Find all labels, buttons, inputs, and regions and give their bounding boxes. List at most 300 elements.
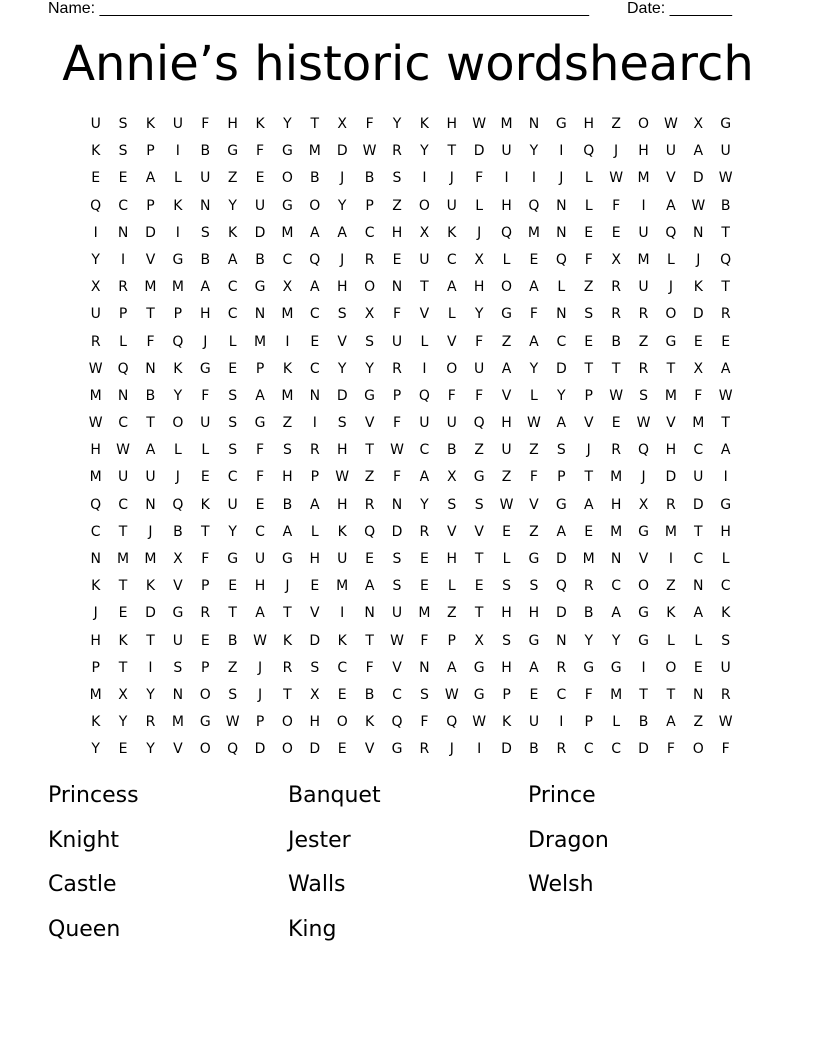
grid-letter: Y bbox=[91, 741, 100, 758]
grid-letter: K bbox=[200, 496, 210, 513]
grid-letter: Q bbox=[227, 741, 239, 758]
grid-letter: K bbox=[118, 632, 128, 649]
grid-letter: U bbox=[172, 116, 183, 132]
grid-letter: C bbox=[118, 415, 128, 432]
grid-letter: F bbox=[475, 170, 484, 187]
grid-letter: F bbox=[201, 387, 210, 404]
grid-letter: V bbox=[145, 251, 156, 268]
grid-letter: G bbox=[254, 415, 266, 432]
grid-letter: C bbox=[392, 686, 402, 703]
grid-letter: P bbox=[310, 469, 320, 486]
grid-letter: M bbox=[308, 143, 321, 160]
grid-letter: Y bbox=[420, 143, 429, 160]
grid-letter: A bbox=[446, 659, 457, 676]
grid-letter: N bbox=[172, 686, 184, 703]
grid-letter: I bbox=[312, 415, 317, 432]
grid-letter: L bbox=[173, 442, 182, 459]
grid-letter: C bbox=[90, 523, 101, 540]
grid-row bbox=[82, 111, 740, 138]
grid-letter: X bbox=[474, 251, 484, 268]
grid-letter: U bbox=[172, 632, 183, 649]
grid-letter: B bbox=[200, 251, 211, 268]
grid-letter: J bbox=[257, 659, 263, 676]
grid-letter: C bbox=[364, 224, 375, 241]
grid-letter: S bbox=[337, 306, 347, 323]
grid-letter: V bbox=[583, 415, 594, 432]
grid-row bbox=[82, 301, 740, 328]
grid-letter: V bbox=[638, 551, 649, 567]
grid-letter: H bbox=[446, 551, 458, 567]
grid-letter: I bbox=[340, 605, 345, 622]
grid-letter: E bbox=[118, 741, 128, 758]
grid-letter: E bbox=[419, 578, 429, 595]
grid-letter: U bbox=[145, 469, 156, 486]
grid-letter: I bbox=[531, 170, 537, 187]
grid-letter: M bbox=[336, 578, 349, 595]
grid-letter: G bbox=[391, 741, 403, 758]
grid-letter: L bbox=[447, 578, 456, 595]
grid-letter: O bbox=[665, 306, 677, 323]
grid-letter: Q bbox=[391, 714, 403, 731]
grid-letter: X bbox=[611, 251, 621, 268]
grid-letter: Y bbox=[146, 741, 155, 758]
grid-letter: Y bbox=[474, 306, 484, 323]
grid-letter: Z bbox=[227, 659, 238, 676]
grid-letter: Q bbox=[90, 197, 102, 214]
grid-letter: H bbox=[309, 714, 321, 731]
grid-letter: A bbox=[666, 714, 676, 731]
grid-letter: L bbox=[666, 632, 675, 649]
grid-letter: K bbox=[91, 578, 101, 595]
grid-letter: B bbox=[282, 496, 293, 513]
grid-letter: P bbox=[146, 143, 155, 160]
grid-letter: K bbox=[447, 224, 457, 241]
grid-letter: O bbox=[336, 714, 348, 731]
grid-letter: U bbox=[638, 279, 649, 296]
grid-letter: L bbox=[310, 523, 319, 540]
grid-letter: O bbox=[446, 360, 458, 377]
grid-letter: L bbox=[447, 306, 456, 323]
grid-letter: Y bbox=[365, 360, 374, 377]
grid-letter: J bbox=[285, 578, 290, 595]
grid-letter: Z bbox=[529, 442, 539, 459]
grid-letter: A bbox=[720, 442, 731, 459]
grid-letter: E bbox=[310, 333, 320, 350]
grid-letter: H bbox=[473, 279, 485, 296]
grid-letter: N bbox=[693, 224, 704, 241]
grid-letter: G bbox=[172, 605, 184, 622]
grid-letter: Z bbox=[227, 170, 238, 187]
grid-letter: H bbox=[501, 605, 512, 622]
grid-letter: K bbox=[91, 714, 101, 731]
grid-letter: W bbox=[472, 714, 487, 731]
grid-letter: U bbox=[501, 143, 512, 160]
grid-letter: R bbox=[200, 605, 211, 622]
grid-letter: H bbox=[309, 551, 321, 567]
grid-letter: W bbox=[663, 116, 678, 132]
grid-letter: Q bbox=[555, 251, 567, 268]
grid-letter: X bbox=[282, 279, 293, 296]
grid-letter: L bbox=[557, 279, 566, 296]
grid-letter: Q bbox=[665, 224, 677, 241]
grid-letter: W bbox=[636, 415, 651, 432]
grid-letter: O bbox=[418, 197, 430, 214]
grid-letter: G bbox=[610, 659, 622, 676]
grid-letter: R bbox=[666, 496, 676, 513]
grid-letter: Y bbox=[337, 197, 347, 214]
grid-letter: R bbox=[419, 741, 430, 758]
grid-letter: L bbox=[201, 442, 210, 459]
grid-letter: H bbox=[227, 116, 238, 132]
grid-letter: D bbox=[336, 387, 348, 404]
grid-letter: V bbox=[501, 387, 512, 404]
grid-letter: A bbox=[364, 578, 375, 595]
grid-letter: B bbox=[310, 170, 320, 187]
grid-letter: Q bbox=[90, 496, 102, 513]
grid-letter: N bbox=[610, 551, 622, 567]
grid-row bbox=[82, 600, 740, 627]
grid-letter: E bbox=[584, 523, 594, 540]
grid-letter: G bbox=[555, 496, 567, 513]
grid-letter: F bbox=[256, 442, 265, 459]
grid-letter: I bbox=[422, 170, 427, 187]
grid-letter: C bbox=[227, 469, 238, 486]
grid-letter: Y bbox=[584, 632, 593, 649]
grid-letter: P bbox=[173, 306, 183, 323]
grid-letter: K bbox=[173, 360, 183, 377]
grid-letter: O bbox=[692, 741, 704, 758]
grid-row bbox=[82, 546, 740, 573]
grid-letter: F bbox=[475, 387, 484, 404]
grid-letter: T bbox=[365, 442, 374, 459]
grid-letter: Y bbox=[529, 143, 539, 160]
grid-letter: K bbox=[501, 714, 512, 731]
grid-letter: U bbox=[720, 659, 731, 676]
grid-letter: H bbox=[90, 442, 101, 459]
grid-letter: O bbox=[199, 686, 211, 703]
grid-letter: N bbox=[419, 659, 430, 676]
grid-letter: T bbox=[200, 523, 210, 540]
grid-letter: V bbox=[337, 333, 347, 350]
grid-letter: M bbox=[171, 714, 184, 731]
grid-letter: R bbox=[583, 578, 594, 595]
grid-letter: T bbox=[228, 605, 237, 622]
grid-letter: F bbox=[146, 333, 155, 350]
grid-letter: X bbox=[693, 116, 704, 132]
grid-letter: A bbox=[693, 143, 704, 160]
grid-letter: O bbox=[199, 741, 211, 758]
grid-letter: B bbox=[583, 605, 594, 622]
grid-letter: S bbox=[228, 686, 238, 703]
name-field[interactable]: Name: _______________________________________________________ bbox=[48, 0, 589, 17]
grid-letter: U bbox=[419, 251, 430, 268]
grid-letter: Y bbox=[337, 360, 347, 377]
grid-letter: R bbox=[611, 306, 621, 323]
grid-letter: P bbox=[255, 714, 265, 731]
grid-letter: S bbox=[118, 116, 128, 132]
grid-letter: R bbox=[309, 442, 320, 459]
grid-letter: G bbox=[227, 143, 239, 160]
grid-letter: Y bbox=[611, 632, 621, 649]
grid-letter: A bbox=[501, 360, 512, 377]
word-list-item: Queen bbox=[48, 916, 121, 942]
grid-letter: Z bbox=[282, 415, 293, 432]
grid-letter: S bbox=[556, 442, 566, 459]
grid-letter: F bbox=[529, 469, 538, 486]
grid-letter: U bbox=[419, 415, 430, 432]
grid-letter: E bbox=[337, 741, 347, 758]
grid-letter: D bbox=[145, 605, 156, 622]
grid-letter: I bbox=[668, 551, 673, 567]
grid-letter: M bbox=[281, 387, 294, 404]
grid-letter: X bbox=[474, 632, 484, 649]
grid-letter: B bbox=[255, 251, 265, 268]
grid-letter: B bbox=[145, 387, 156, 404]
grid-letter: V bbox=[666, 415, 676, 432]
grid-letter: S bbox=[200, 224, 210, 241]
grid-letter: F bbox=[420, 632, 429, 649]
word-list-item: Princess bbox=[48, 783, 139, 808]
letter-grid bbox=[82, 111, 740, 764]
grid-letter: T bbox=[584, 360, 593, 377]
grid-letter: O bbox=[364, 279, 376, 296]
grid-row bbox=[82, 519, 740, 546]
grid-letter: T bbox=[474, 551, 484, 567]
grid-letter: C bbox=[693, 442, 704, 459]
grid-letter: P bbox=[584, 387, 593, 404]
grid-letter: F bbox=[694, 387, 703, 404]
grid-letter: C bbox=[556, 686, 567, 703]
grid-letter: S bbox=[118, 143, 128, 160]
grid-letter: F bbox=[475, 333, 484, 350]
grid-letter: C bbox=[556, 333, 567, 350]
grid-letter: U bbox=[638, 224, 649, 241]
grid-letter: A bbox=[446, 279, 457, 296]
grid-letter: M bbox=[89, 686, 102, 703]
grid-letter: P bbox=[502, 686, 511, 703]
grid-letter: G bbox=[282, 197, 293, 214]
grid-letter: N bbox=[556, 197, 567, 214]
grid-letter: D bbox=[501, 741, 512, 758]
grid-letter: G bbox=[720, 116, 732, 132]
grid-letter: J bbox=[559, 170, 564, 187]
grid-letter: B bbox=[611, 333, 621, 350]
grid-letter: A bbox=[529, 659, 539, 676]
grid-letter: M bbox=[637, 170, 650, 187]
grid-letter: C bbox=[282, 251, 293, 268]
grid-letter: H bbox=[665, 442, 677, 459]
grid-letter: Y bbox=[146, 686, 155, 703]
grid-letter: F bbox=[666, 741, 675, 758]
grid-letter: F bbox=[392, 415, 402, 432]
grid-letter: P bbox=[365, 197, 374, 214]
grid-letter: U bbox=[528, 714, 540, 731]
grid-letter: G bbox=[199, 360, 211, 377]
grid-letter: S bbox=[310, 659, 320, 676]
grid-letter: B bbox=[173, 523, 183, 540]
grid-row bbox=[82, 655, 740, 682]
grid-letter: M bbox=[692, 415, 705, 432]
grid-letter: E bbox=[255, 496, 265, 513]
grid-letter: P bbox=[557, 469, 566, 486]
grid-letter: X bbox=[173, 551, 183, 567]
grid-letter: Q bbox=[117, 360, 129, 377]
grid-letter: H bbox=[720, 523, 731, 540]
grid-letter: W bbox=[253, 632, 267, 649]
grid-letter: M bbox=[664, 387, 677, 404]
grid-letter: O bbox=[281, 714, 293, 731]
grid-letter: U bbox=[337, 551, 348, 567]
grid-letter: J bbox=[586, 442, 591, 459]
grid-letter: D bbox=[254, 741, 266, 758]
grid-letter: V bbox=[310, 605, 320, 622]
grid-letter: N bbox=[364, 605, 375, 622]
date-field[interactable]: Date: _______ bbox=[627, 0, 732, 17]
grid-letter: Z bbox=[693, 714, 704, 731]
grid-letter: C bbox=[227, 306, 238, 323]
grid-letter: G bbox=[528, 551, 540, 567]
grid-letter: E bbox=[693, 333, 703, 350]
grid-letter: I bbox=[285, 333, 290, 350]
grid-letter: B bbox=[200, 143, 211, 160]
grid-letter: N bbox=[556, 306, 567, 323]
grid-letter: B bbox=[638, 714, 649, 731]
grid-letter: I bbox=[175, 224, 180, 241]
grid-letter: Q bbox=[309, 251, 321, 268]
grid-letter: T bbox=[611, 360, 621, 377]
grid-letter: R bbox=[638, 306, 649, 323]
grid-letter: Q bbox=[528, 197, 540, 214]
grid-letter: D bbox=[309, 632, 321, 649]
grid-letter: F bbox=[392, 306, 402, 323]
grid-letter: D bbox=[336, 143, 348, 160]
grid-letter: K bbox=[693, 279, 703, 296]
grid-letter: U bbox=[227, 496, 238, 513]
grid-letter: R bbox=[556, 741, 567, 758]
grid-letter: D bbox=[692, 170, 704, 187]
grid-letter: P bbox=[447, 632, 456, 649]
grid-letter: S bbox=[639, 387, 648, 404]
grid-letter: A bbox=[720, 360, 731, 377]
grid-letter: O bbox=[637, 116, 650, 132]
grid-letter: M bbox=[527, 224, 540, 241]
grid-letter: Z bbox=[501, 469, 512, 486]
grid-letter: S bbox=[502, 578, 511, 595]
grid-row bbox=[82, 573, 740, 600]
grid-letter: R bbox=[90, 333, 101, 350]
grid-letter: Q bbox=[364, 523, 376, 540]
grid-letter: S bbox=[721, 632, 731, 649]
grid-letter: E bbox=[419, 551, 429, 567]
grid-letter: C bbox=[227, 279, 238, 296]
grid-letter: O bbox=[172, 415, 184, 432]
grid-letter: C bbox=[337, 659, 348, 676]
grid-letter: T bbox=[283, 686, 292, 703]
grid-letter: P bbox=[201, 578, 210, 595]
grid-letter: U bbox=[391, 605, 403, 622]
grid-letter: S bbox=[228, 415, 238, 432]
grid-letter: F bbox=[201, 116, 210, 132]
grid-letter: E bbox=[611, 415, 621, 432]
grid-letter: A bbox=[282, 523, 293, 540]
grid-letter: V bbox=[392, 659, 402, 676]
grid-letter: A bbox=[583, 496, 594, 513]
grid-letter: R bbox=[720, 306, 731, 323]
grid-letter: M bbox=[418, 605, 431, 622]
grid-letter: E bbox=[255, 170, 265, 187]
grid-letter: F bbox=[420, 714, 429, 731]
grid-letter: Y bbox=[228, 523, 237, 540]
grid-letter: T bbox=[694, 523, 703, 540]
grid-letter: O bbox=[665, 659, 677, 676]
page-title: Annie’s historic wordshearch bbox=[62, 36, 754, 92]
grid-letter: A bbox=[556, 523, 567, 540]
grid-letter: I bbox=[121, 251, 126, 268]
grid-letter: H bbox=[583, 116, 594, 132]
grid-letter: K bbox=[255, 116, 265, 132]
grid-letter: V bbox=[364, 415, 375, 432]
grid-letter: T bbox=[721, 224, 730, 241]
grid-letter: X bbox=[90, 279, 101, 296]
grid-letter: S bbox=[392, 578, 402, 595]
grid-letter: M bbox=[117, 551, 130, 567]
grid-letter: D bbox=[692, 496, 704, 513]
grid-letter: Z bbox=[392, 197, 402, 214]
grid-letter: E bbox=[200, 632, 210, 649]
grid-letter: T bbox=[118, 578, 128, 595]
grid-letter: H bbox=[254, 578, 266, 595]
grid-letter: U bbox=[474, 360, 485, 377]
grid-letter: L bbox=[530, 387, 538, 404]
grid-letter: P bbox=[118, 306, 128, 323]
grid-letter: O bbox=[309, 197, 321, 214]
grid-letter: F bbox=[721, 741, 730, 758]
grid-letter: K bbox=[145, 578, 156, 595]
grid-letter: N bbox=[145, 496, 156, 513]
word-list-item: Banquet bbox=[288, 783, 381, 808]
grid-letter: E bbox=[228, 578, 238, 595]
grid-letter: G bbox=[227, 551, 239, 567]
grid-letter: N bbox=[693, 686, 704, 703]
grid-letter: J bbox=[148, 523, 153, 540]
grid-letter: W bbox=[335, 469, 350, 486]
grid-letter: S bbox=[419, 686, 429, 703]
grid-letter: W bbox=[225, 714, 240, 731]
grid-letter: R bbox=[364, 251, 375, 268]
grid-letter: Y bbox=[420, 496, 429, 513]
grid-letter: J bbox=[340, 170, 345, 187]
grid-letter: Q bbox=[720, 251, 732, 268]
grid-letter: Z bbox=[446, 605, 457, 622]
grid-letter: V bbox=[474, 523, 484, 540]
grid-letter: M bbox=[144, 279, 157, 296]
grid-letter: T bbox=[118, 659, 128, 676]
grid-letter: W bbox=[88, 415, 103, 432]
grid-letter: H bbox=[610, 496, 622, 513]
grid-letter: L bbox=[502, 551, 511, 567]
grid-letter: N bbox=[200, 197, 211, 214]
grid-letter: V bbox=[419, 306, 430, 323]
grid-letter: I bbox=[93, 224, 98, 241]
grid-row bbox=[82, 165, 740, 192]
grid-letter: E bbox=[118, 170, 128, 187]
grid-letter: F bbox=[365, 659, 374, 676]
grid-letter: Q bbox=[555, 578, 567, 595]
grid-letter: A bbox=[337, 224, 347, 241]
grid-letter: K bbox=[337, 632, 347, 649]
grid-letter: N bbox=[556, 224, 567, 241]
header bbox=[48, 0, 748, 18]
